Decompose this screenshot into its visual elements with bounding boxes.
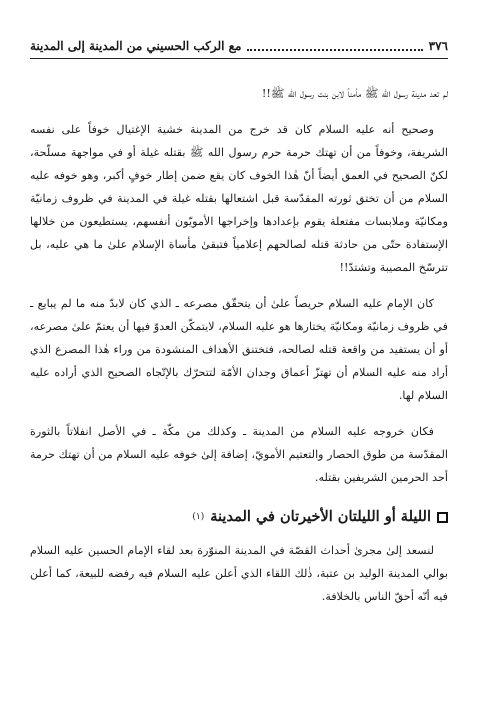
running-title: مع الركب الحسيني من المدينة إلى المدينة bbox=[30, 39, 242, 53]
header-dot-leader bbox=[247, 41, 422, 51]
section-heading bbox=[30, 505, 448, 529]
paragraph-2: وصحيح أنه عليه السلام كان قد خرج من المدينة خشية الإغتيال خوفاً على نفسه الشريفة، وخوفاً من أن تهتك حرمة حرم رسول الله ﷺ بقتله غيلة أو في مواجهة مسلّحة، لكنّ الصحيح في العمق أيضاً أنّ هٰذا الخوف كان يقع ضمن إطار خوفٍ أكبر، وهو خوفه عليه السلام من أن تختق ثورته المقدّسة قبل اشتعالها بقتله غيلة في المدينة في ظروف زمانيّة ومكانيّة وملابسات مفتعلة يقوم بإعدادها وإخراجها الأمويّون أنفسهم، يستطيعون من خلالها الإستفادة حتّى من حادثة قتله لصالحهم إعلامياً فتبقىٰ مأساة الإسلام علىٰ ما هي عليه، بل تترسّخ المصيبة وتشتدّ!! bbox=[30, 123, 448, 274]
running-header bbox=[30, 36, 448, 56]
section-paragraph: لنسعد إلىٰ مجرىٰ أحداث القصّة في المدينة المنوّرة بعد لقاء الإمام الحسين عليه السلام بوالي المدينة الوليد بن عتبة، ذٰلك اللقاء الذي أعلن عليه السلام فيه رفضه للبيعة، كما أعلن فيه أنّه أحقّ الناس بالخلافة. bbox=[30, 544, 448, 603]
paragraph-4: فكان خروجه عليه السلام من المدينة ـ وكذلك من مكّة ـ في الأصل انفلاتاً بالثورة المقدّسة من طوق الحصار والتعتيم الأمويّ، إضافة إلىٰ خوفه عليه السلام من أن تهتك حرمة أحد الحرمين الشريفين بقتله. bbox=[30, 425, 448, 484]
page-number: ٣٧٦ bbox=[428, 39, 448, 53]
section-heading-text: الليلة أو الليلتان الأخيرتان في المدينة bbox=[210, 508, 431, 525]
header-rule bbox=[30, 58, 448, 59]
paragraph-3: كان الإمام عليه السلام حريصاً علىٰ أن يتحقّق مصرعه ـ الذي كان لابدّ منه ما لم يبايع ـ في ظروف زمانيّة ومكانيّة يختارها هو عليه السلام، لايتمكّن العدوّ فيها أن يعتمّ علىٰ مصرعه، أو أن يستفيد من واقعة قتله لصالحه، فتختنق الأهداف المنشودة من وراء هٰذا المصرع الذي أراد منه عليه السلام أن تهتزّ أعماق وجدان الأمّة لتتحرّك بالإتّجاه الصحيح الذي أراده عليه السلام لها. bbox=[30, 297, 448, 402]
paragraph-1: لم تعد مدينة رسول الله ﷺ مأمناً لابن بنت رسول الله ﷺ!! bbox=[261, 87, 448, 100]
body-text bbox=[30, 82, 448, 621]
square-bullet-icon bbox=[437, 512, 448, 523]
footnote-marker: (١) bbox=[192, 512, 205, 522]
